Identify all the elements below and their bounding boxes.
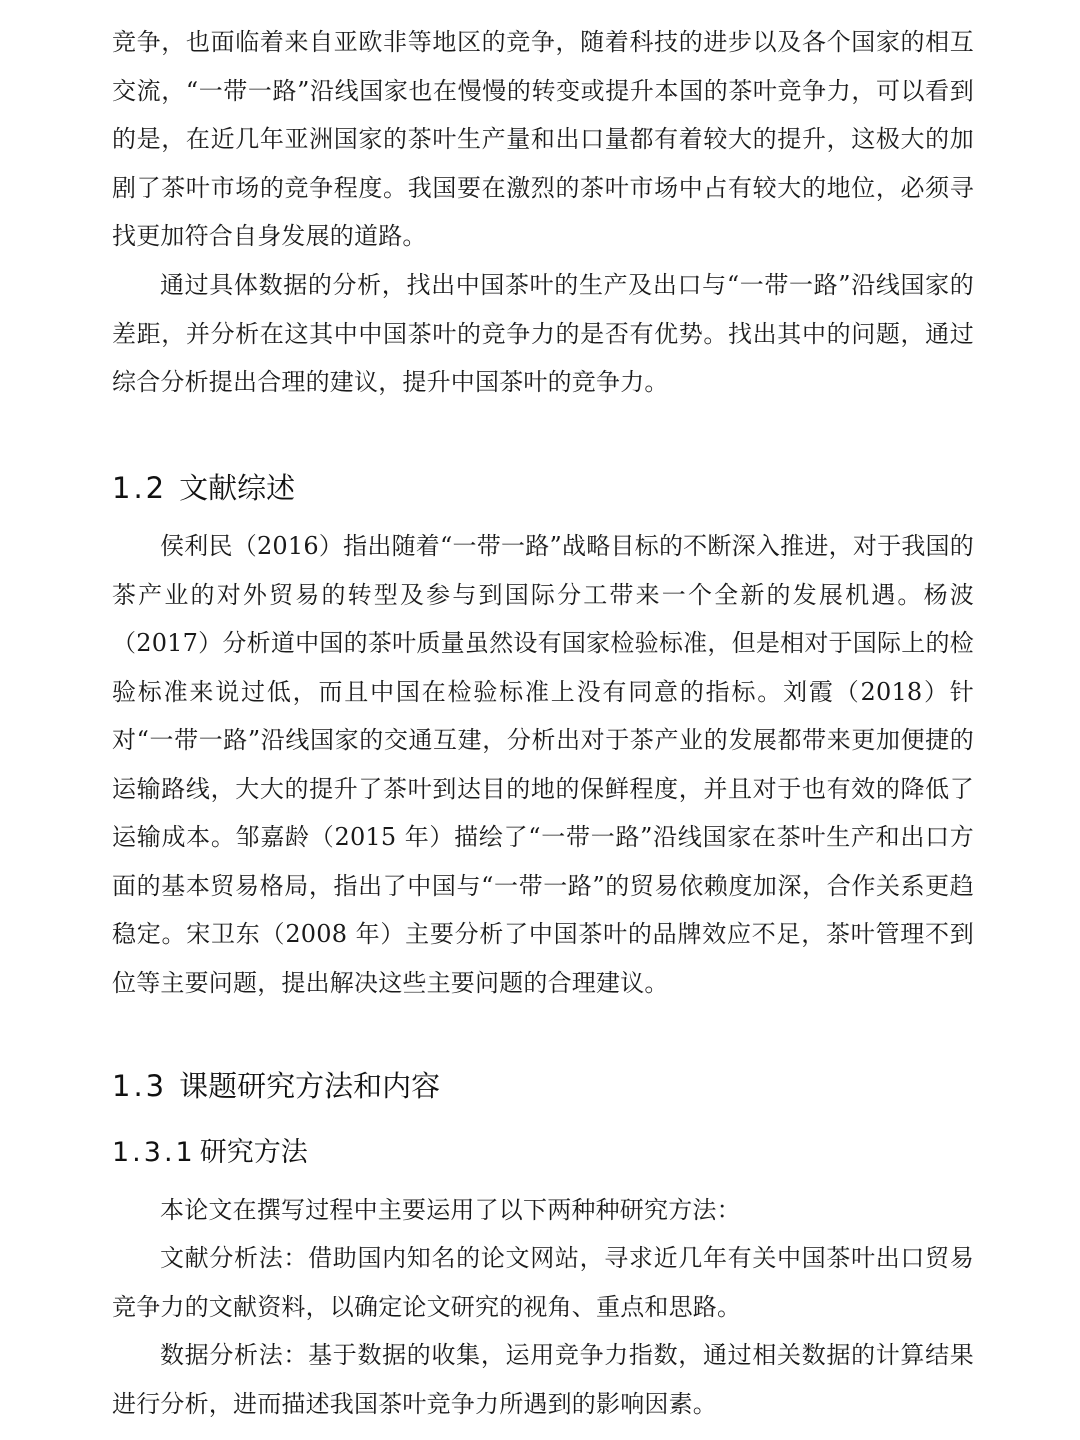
subsection-heading-1-3-1 (112, 1134, 308, 1172)
subsection-title: 研究方法 (199, 1137, 308, 1168)
subsection-number: 1.3.1 (112, 1137, 196, 1168)
section-heading-1-2 (112, 468, 295, 508)
section-title: 课题研究方法和内容 (179, 1069, 441, 1103)
paragraph-research-purpose: 通过具体数据的分析，找出中国茶叶的生产及出口与“一带一路”沿线国家的差距，并分析在这其中中国茶叶的竞争力的是否有优势。找出其中的问题，通过综合分析提出合理的建议，提升中国茶叶的竞争力。 (112, 271, 974, 396)
paragraph-methods-intro: 本论文在撰写过程中主要运用了以下两种种研究方法： (160, 1196, 741, 1224)
section-number: 1.2 (112, 471, 168, 505)
section-number: 1.3 (112, 1069, 168, 1103)
paragraph-literature-review: 侯利民（2016）指出随着“一带一路”战略目标的不断深入推进，对于我国的茶产业的对外贸易的转型及参与到国际分工带来一个全新的发展机遇。杨波（2017）分析道中国的茶叶质量虽然设有国家检验标准，但是相对于国际上的检验标准来说过低，而且中国在检验标准上没有同意的指标。刘霞（2018）针对“一带一路”沿线国家的交通互建，分析出对于茶产业的发展都带来更加便捷的运输路线，大大的提升了茶叶到达目的地的保鲜程度，并且对于也有效的降低了运输成本。邹嘉龄（2015 年）描绘了“一带一路”沿线国家在茶叶生产和出口方面的基本贸易格局，指出了中国与“一带一路”的贸易依赖度加深，合作关系更趋稳定。宋卫东（2008 年）主要分析了中国茶叶的品牌效应不足，茶叶管理不到位等主要问题，提出解决这些主要问题的合理建议。 (112, 532, 974, 997)
paragraph-intro-continued: 竞争，也面临着来自亚欧非等地区的竞争，随着科技的进步以及各个国家的相互交流，“一带一路”沿线国家也在慢慢的转变或提升本国的茶叶竞争力，可以看到的是，在近几年亚洲国家的茶叶生产量和出口量都有着较大的提升，这极大的加剧了茶叶市场的竞争程度。我国要在激烈的茶叶市场中占有较大的地位，必须寻找更加符合自身发展的道路。 (112, 28, 974, 250)
paragraph-literature-method: 文献分析法：借助国内知名的论文网站，寻求近几年有关中国茶叶出口贸易竞争力的文献资料，以确定论文研究的视角、重点和思路。 (112, 1244, 974, 1321)
paragraph-data-method: 数据分析法：基于数据的收集，运用竞争力指数，通过相关数据的计算结果进行分析，进而描述我国茶叶竞争力所遇到的影响因素。 (112, 1341, 974, 1418)
section-heading-1-3 (112, 1066, 440, 1106)
section-title: 文献综述 (179, 471, 296, 505)
